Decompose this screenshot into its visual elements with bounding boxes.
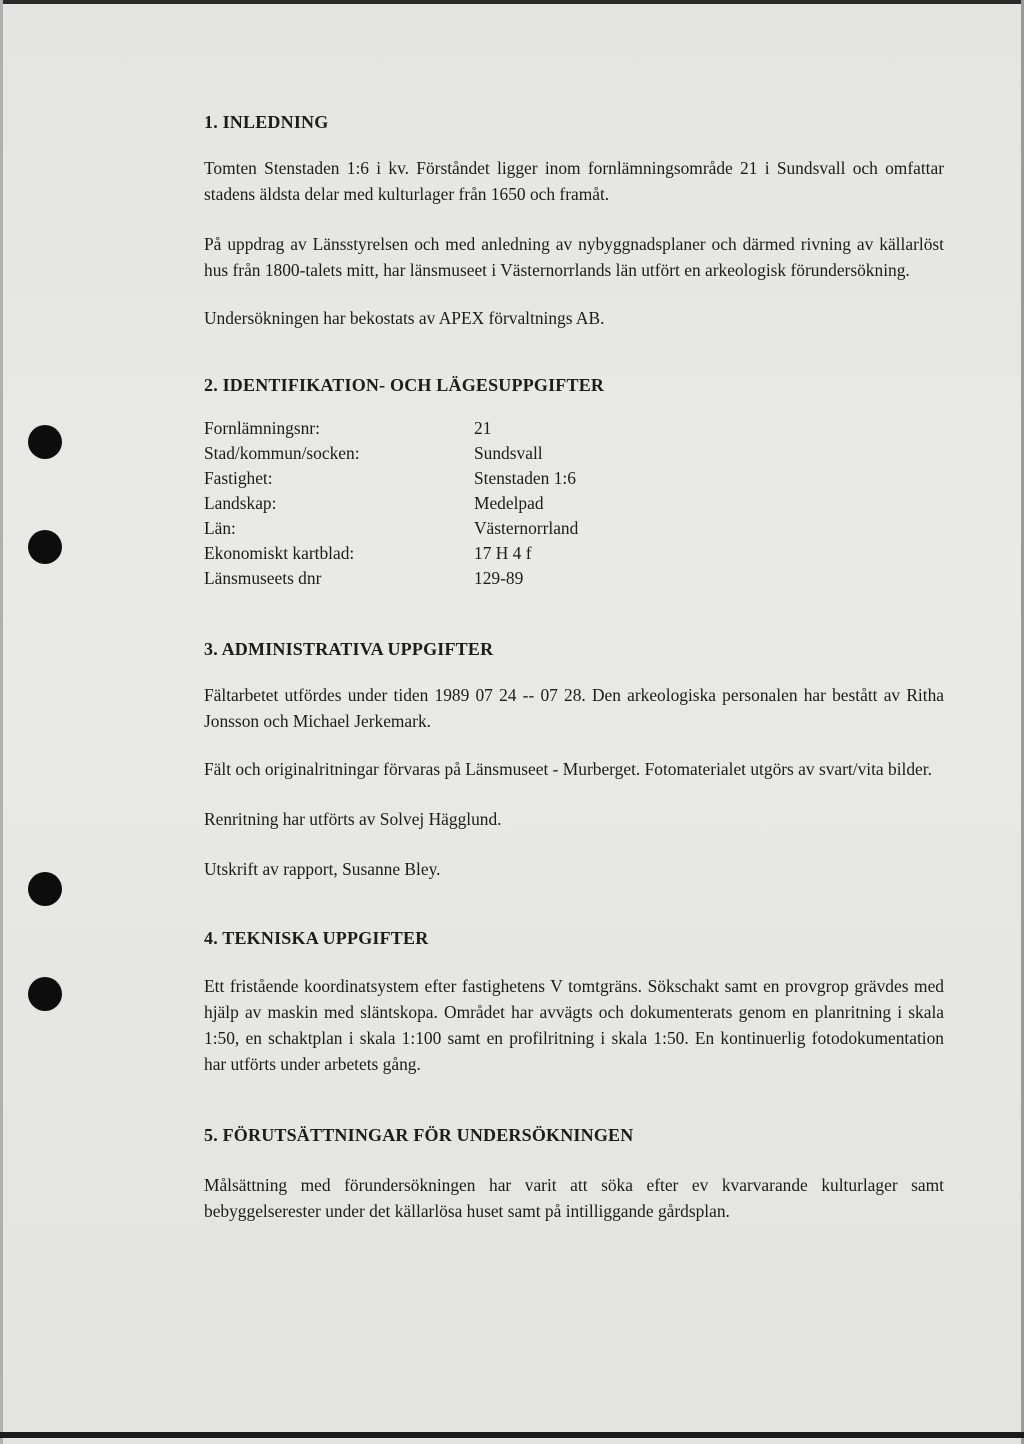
section-heading-forutsattningar: 5. FÖRUTSÄTTNINGAR FÖR UNDERSÖKNINGEN <box>204 1125 634 1145</box>
scan-edge-bottom <box>0 1432 1024 1438</box>
info-label: Länsmuseets dnr <box>204 568 322 588</box>
punch-hole <box>28 530 62 564</box>
paragraph: Ett fristående koordinatsystem efter fastighetens V tomtgräns. Sökschakt samt en provgrop grävdes med hjälp av maskin med släntskopa. Området har avvägts och dokumenterats genom en planritning i skala 1:50, en schaktplan i skala 1:100 samt en profilritning i skala 1:50. En kontinuerlig fotodokumentation har utförts under arbetets gång. <box>204 976 944 1074</box>
info-value: Stenstaden 1:6 <box>474 468 576 488</box>
info-value: Sundsvall <box>474 443 543 463</box>
info-row <box>204 466 944 491</box>
info-value: 129-89 <box>474 568 524 588</box>
info-row <box>204 541 944 566</box>
info-row <box>204 416 944 441</box>
info-row <box>204 491 944 516</box>
info-label: Landskap: <box>204 493 277 513</box>
paragraph: Renritning har utförts av Solvej Hägglund. <box>204 809 502 829</box>
info-row <box>204 516 944 541</box>
section-heading-administrativa: 3. ADMINISTRATIVA UPPGIFTER <box>204 639 494 659</box>
punch-hole <box>28 872 62 906</box>
paragraph: Undersökningen har bekostats av APEX förvaltnings AB. <box>204 308 605 328</box>
info-value: 21 <box>474 418 492 438</box>
info-value: Medelpad <box>474 493 544 513</box>
info-label: Stad/kommun/socken: <box>204 443 360 463</box>
info-label: Fornlämningsnr: <box>204 418 320 438</box>
paragraph: Fältarbetet utfördes under tiden 1989 07 24 -- 07 28. Den arkeologiska personalen har bestått av Ritha Jonsson och Michael Jerkemark. <box>204 685 944 731</box>
paragraph: Målsättning med förundersökningen har varit att söka efter ev kvarvarande kulturlager samt bebyggelserester under det källarlösa huset samt på intilliggande gårdsplan. <box>204 1175 944 1221</box>
identification-table <box>204 416 944 591</box>
scan-edge-left <box>0 0 3 1444</box>
paragraph: Tomten Stenstaden 1:6 i kv. Förståndet ligger inom fornlämningsområde 21 i Sundsvall och omfattar stadens äldsta delar med kulturlager från 1650 och framåt. <box>204 158 944 204</box>
info-label: Ekonomiskt kartblad: <box>204 543 355 563</box>
info-row <box>204 441 944 466</box>
info-label: Län: <box>204 518 236 538</box>
paragraph: Utskrift av rapport, Susanne Bley. <box>204 859 441 879</box>
section-heading-identifikation: 2. IDENTIFIKATION- OCH LÄGESUPPGIFTER <box>204 375 605 395</box>
info-label: Fastighet: <box>204 468 273 488</box>
section-heading-tekniska: 4. TEKNISKA UPPGIFTER <box>204 928 429 948</box>
info-value: Västernorrland <box>474 518 579 538</box>
info-value: 17 H 4 f <box>474 543 532 563</box>
punch-hole <box>28 977 62 1011</box>
paragraph: På uppdrag av Länsstyrelsen och med anledning av nybyggnadsplaner och därmed rivning av källarlöst hus från 1800-talets mitt, har länsmuseet i Västernorrlands län utfört en arkeologisk förundersökning. <box>204 234 944 280</box>
document-body <box>204 112 944 1224</box>
punch-hole <box>28 425 62 459</box>
paragraph: Fält och originalritningar förvaras på Länsmuseet - Murberget. Fotomaterialet utgörs av svart/vita bilder. <box>204 759 932 779</box>
scan-edge-top <box>0 0 1024 4</box>
section-heading-inledning: 1. INLEDNING <box>204 112 329 132</box>
info-row <box>204 566 944 591</box>
